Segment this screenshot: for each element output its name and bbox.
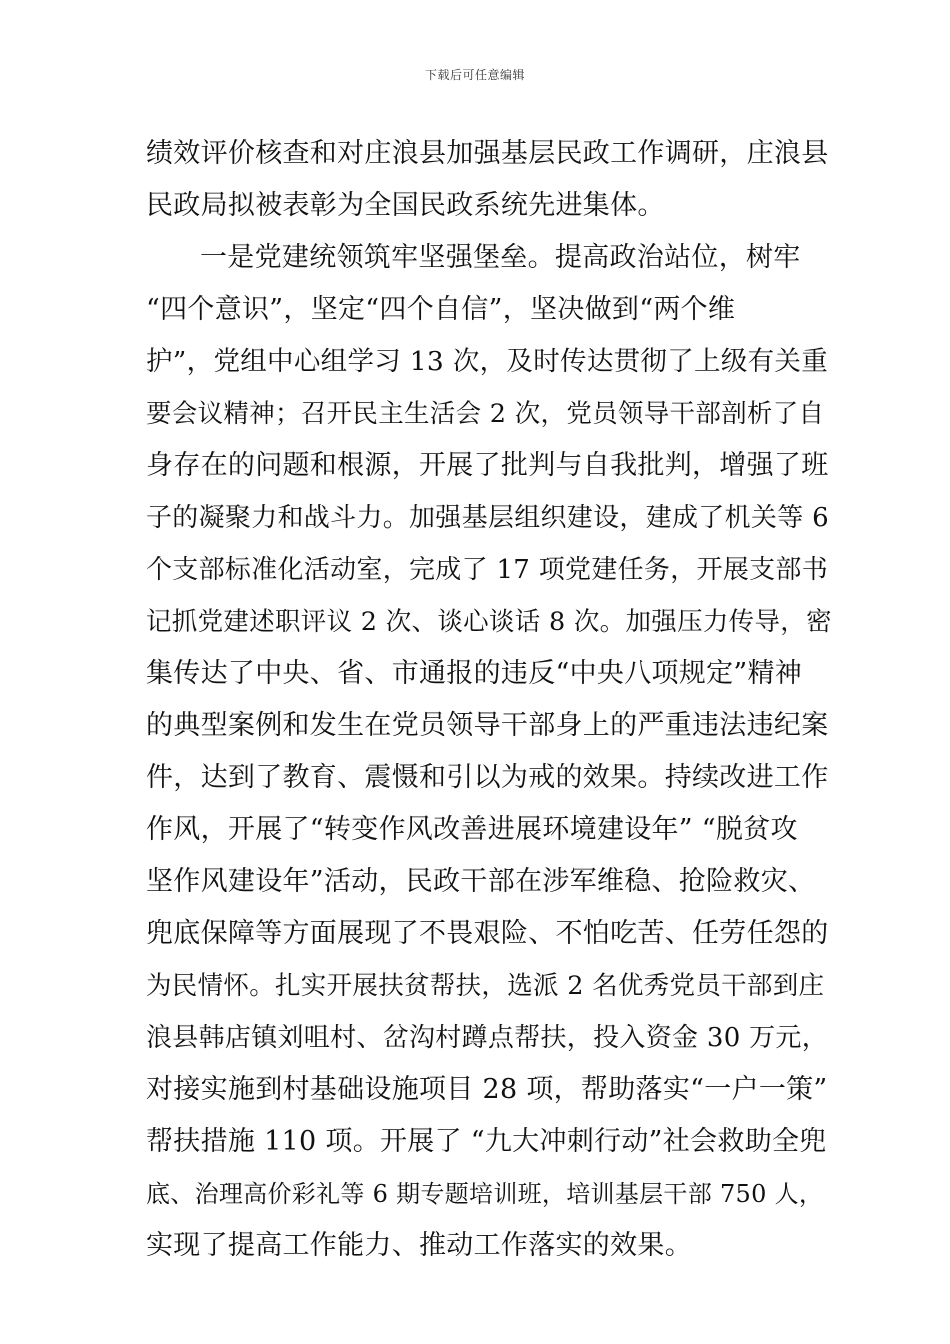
- text-line: “四个意识”，坚定“四个自信”，坚决做到“两个维: [146, 294, 736, 325]
- text-line: 个支部标准化活动室，完成了 17 项党建任务，开展支部书: [146, 555, 829, 585]
- text-line: 绩效评价核查和对庄浪县加强基层民政工作调研，庄浪县: [146, 138, 829, 169]
- text-line: 集传达了中央、省、市通报的违反“中央八项规定”精神: [146, 658, 803, 689]
- text-line: 实现了提高工作能力、推动工作落实的效果。: [146, 1230, 692, 1261]
- page-header: 下载后可任意编辑: [424, 68, 525, 82]
- text-line: 子的凝聚力和战斗力。加强基层组织建设，建成了机关等 6: [146, 503, 829, 533]
- text-line: 的典型案例和发生在党员领导干部身上的严重违法违纪案: [146, 710, 829, 741]
- text-line: 一是党建统领筑牢坚强堡垒。提高政治站位，树牢: [200, 242, 801, 273]
- text-line: 民政局拟被表彰为全国民政系统先进集体。: [146, 190, 665, 221]
- text-line: 身存在的问题和根源，开展了批判与自我批判，增强了班: [146, 450, 829, 481]
- text-line: 对接实施到村基础设施项目 28 项，帮助落实“一户一策”: [146, 1074, 828, 1105]
- text-line: 护”，党组中心组学习 13 次，及时传达贯彻了上级有关重: [146, 346, 829, 377]
- text-line: 浪县韩店镇刘咀村、岔沟村蹲点帮扶，投入资金 30 万元，: [146, 1023, 829, 1053]
- text-line: 作风，开展了“转变作风改善进展环境建设年” “脱贫攻: [146, 814, 798, 845]
- text-line: 件，达到了教育、震慑和引以为戒的效果。持续改进工作: [146, 762, 829, 793]
- text-line: 坚作风建设年”活动，民政干部在涉军维稳、抢险救灾、: [146, 866, 816, 897]
- text-line: 为民情怀。扎实开展扶贫帮扶，选派 2 名优秀党员干部到庄: [146, 971, 825, 1001]
- text-line: 底、治理高价彩礼等 6 期专题培训班，培训基层干部 750 人，: [146, 1180, 824, 1208]
- text-line: 帮扶措施 110 项。开展了 “九大冲刺行动”社会救助全兜: [146, 1126, 827, 1157]
- text-line: 记抓党建述职评议 2 次、谈心谈话 8 次。加强压力传导，密: [146, 607, 832, 637]
- text-line: 要会议精神；召开民主生活会 2 次，党员领导干部剖析了自: [146, 399, 825, 429]
- document-body: [146, 128, 836, 1272]
- text-line: 兜底保障等方面展现了不畏艰险、不怕吃苦、任劳任怨的: [146, 918, 829, 949]
